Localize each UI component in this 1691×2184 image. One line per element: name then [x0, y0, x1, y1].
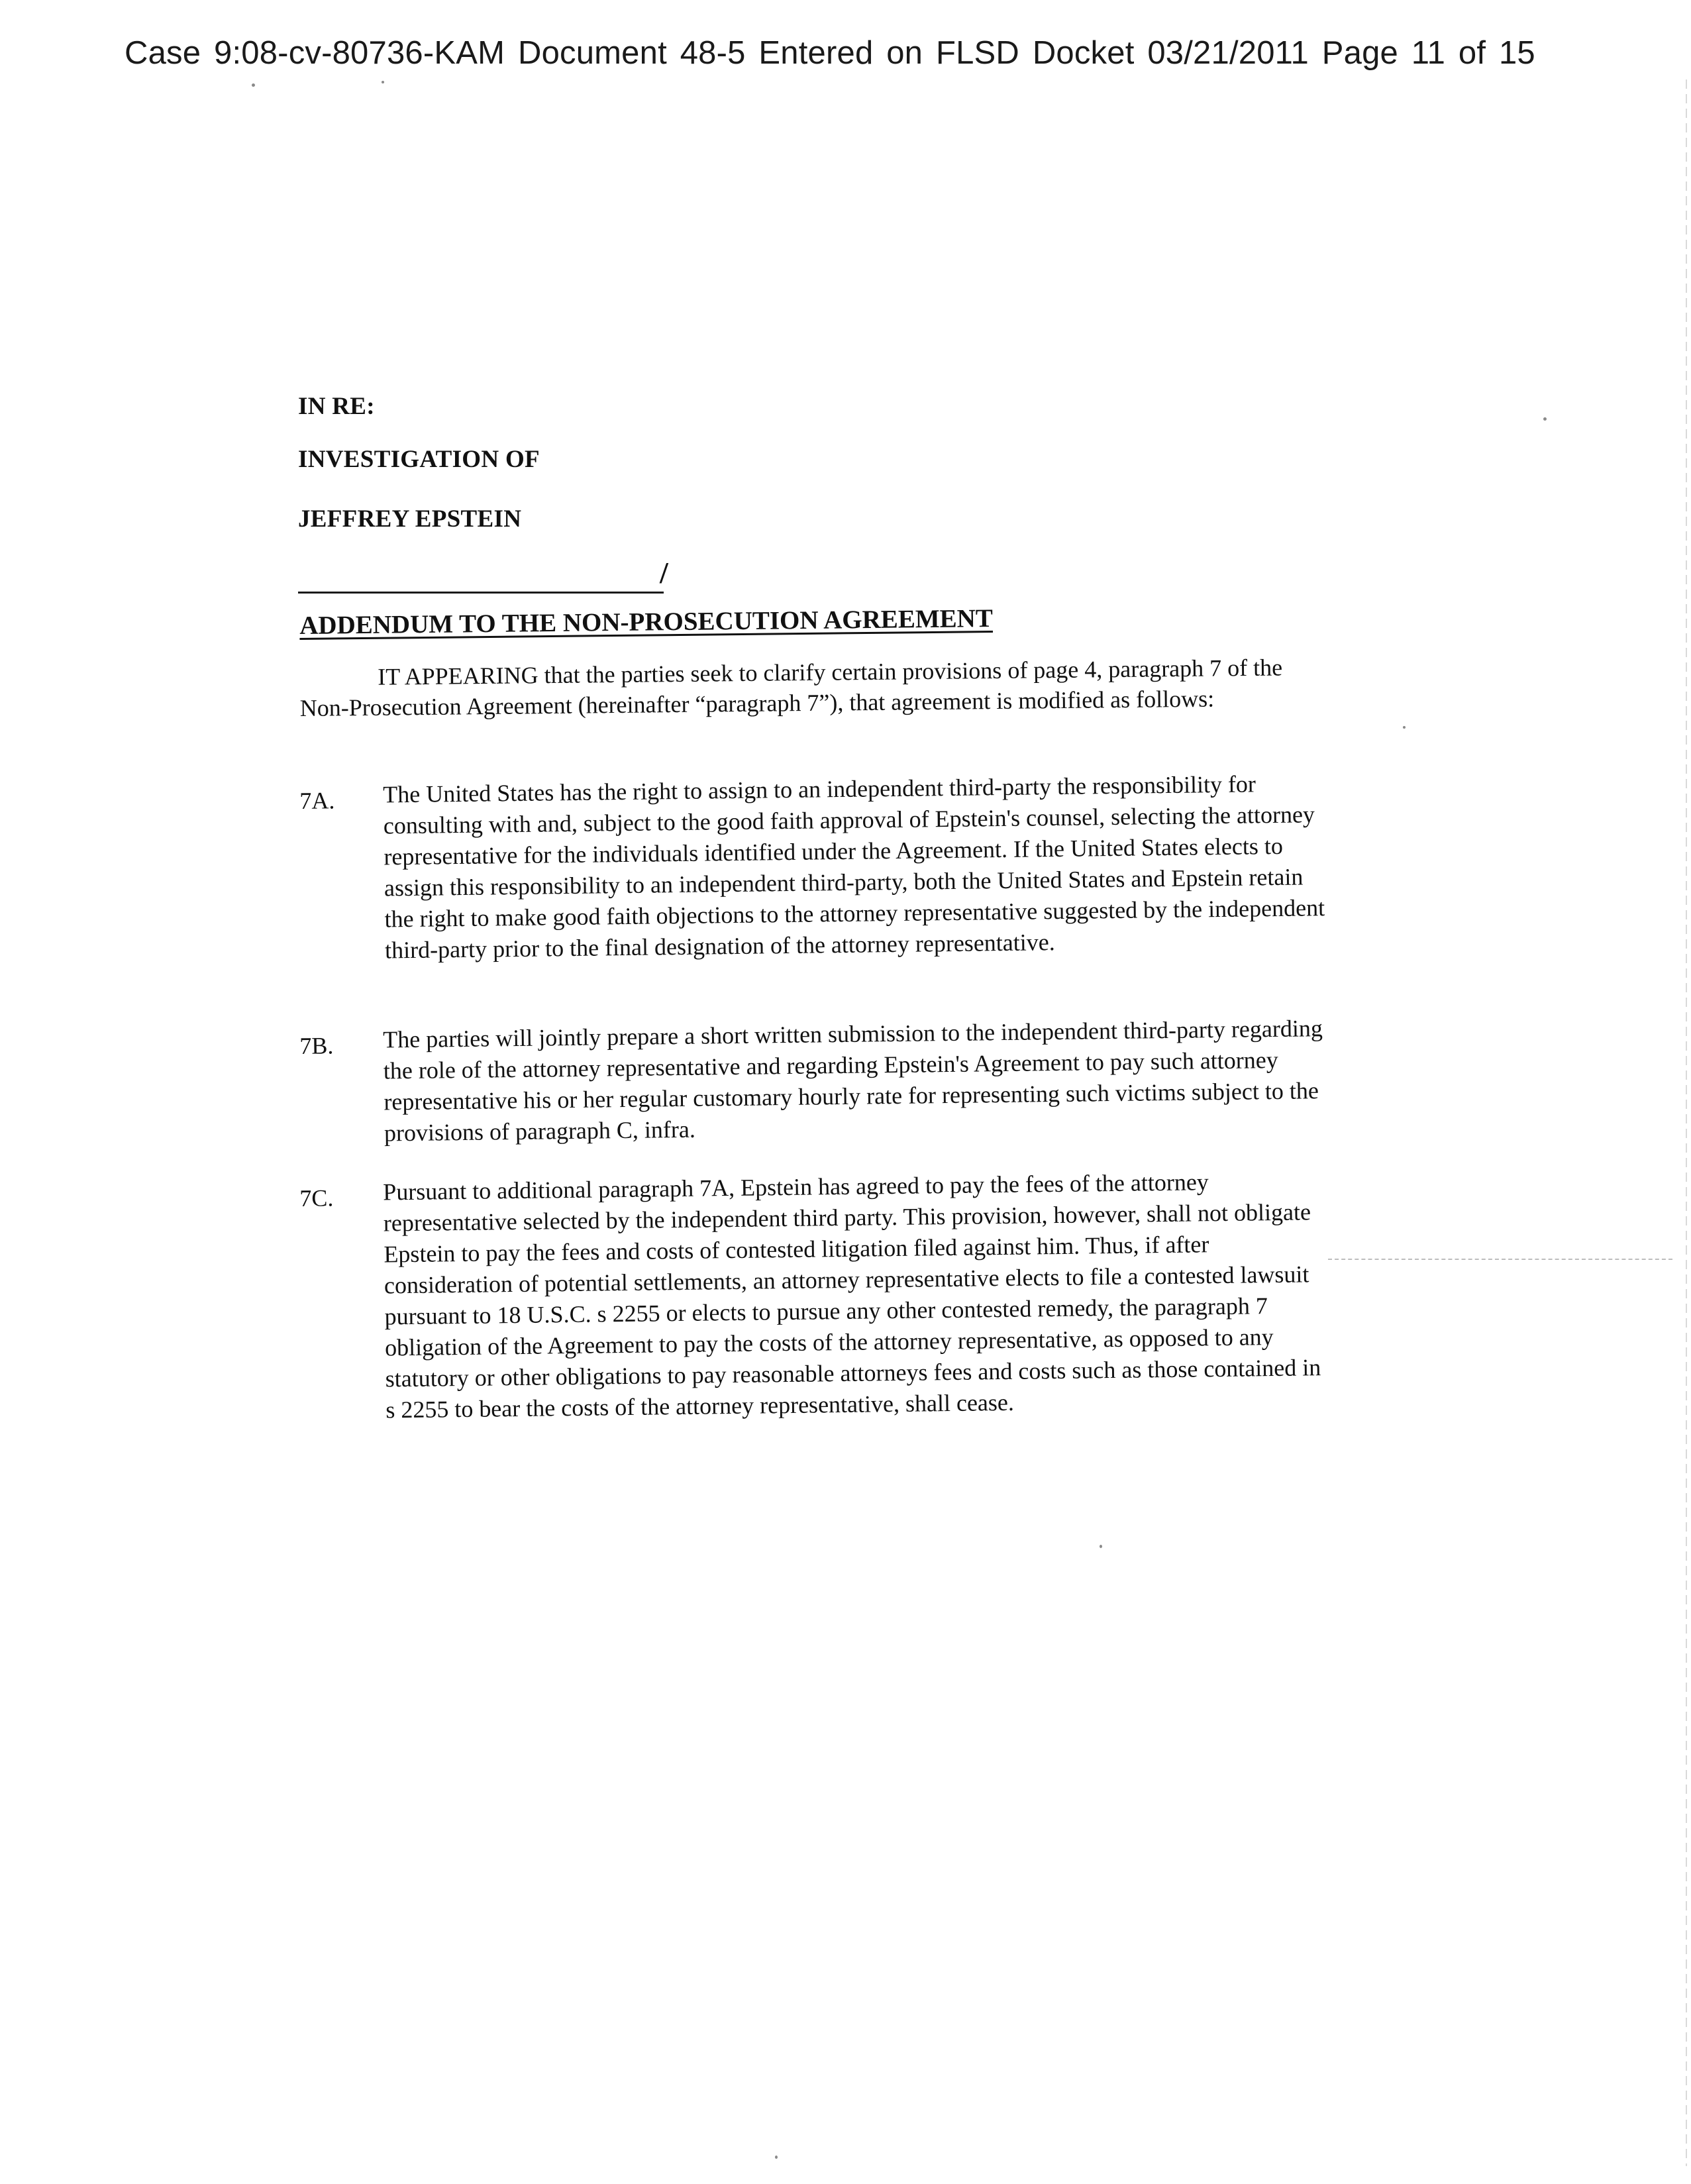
caption-name: JEFFREY EPSTEIN: [298, 505, 522, 533]
scan-speck: [775, 2156, 778, 2159]
caption-in-re: IN RE:: [298, 393, 375, 420]
scan-speck: [1100, 1545, 1102, 1548]
caption-slash: /: [660, 556, 668, 590]
document-title: ADDENDUM TO THE NON-PROSECUTION AGREEMENT: [299, 604, 994, 640]
caption-investigation: INVESTIGATION OF: [298, 446, 540, 473]
scan-speck: [1403, 726, 1406, 729]
paragraph-number: 7B.: [299, 1032, 334, 1059]
paragraph-number: 7C.: [299, 1184, 334, 1212]
scan-speck: [382, 81, 384, 83]
paragraph-7a: [299, 768, 1335, 967]
scan-speck: [252, 83, 255, 87]
paragraph-7c: [299, 1165, 1335, 1427]
scan-speck: [1543, 417, 1547, 421]
court-filing-header: Case 9:08-cv-80736-KAM Document 48-5 Entered on FLSD Docket 03/21/2011 Page 11 of 15: [125, 35, 1535, 71]
intro-paragraph: IT APPEARING that the parties seek to clarify certain provisions of page 4, paragraph 7 of the Non-Prosecution Agreement (hereinafter “paragraph 7”), that agreement is modified as follows:: [299, 654, 1283, 721]
paragraph-number: 7A.: [299, 787, 335, 814]
scan-artifact-line: [1328, 1259, 1672, 1260]
paragraph-text: The United States has the right to assign to an independent third-party the responsibility for consulting with and, subject to the good faith approval of Epstein's counsel, selecting the attorney representative for the individuals identified under the Agreement. If the United States elects to assign this responsibility to an independent third-party, both the United States and Epstein retain the right to make good faith objections to the attorney representative suggested by the independent third-party prior to the final designation of the attorney representative.: [383, 770, 1325, 964]
paragraph-text: The parties will jointly prepare a short written submission to the independent third-party regarding the role of the attorney representative and regarding Epstein's Agreement to pay such attorney representative his or her regular customary hourly rate for representing such victims subject to the provisions of paragraph C, infra.: [383, 1015, 1323, 1147]
caption-rule-line: [298, 592, 664, 594]
paragraph-text: Pursuant to additional paragraph 7A, Epstein has agreed to pay the fees of the attorney representative selected by the independent third party. This provision, however, shall not obligate Epstein to pay the fees and costs of contested litigation filed against him. Thus, if after consideration of potential settlements, an attorney representative elects to file a contested lawsuit pursuant to 18 U.S.C. s 2255 or elects to pursue any other contested remedy, the paragraph 7 obligation of the Agreement to pay the costs of the attorney representative, as opposed to any statutory or other obligations to pay reasonable attorneys fees and costs such as those contained in s 2255 to bear the costs of the attorney representative, shall cease.: [383, 1169, 1321, 1424]
paragraph-7b: [299, 1013, 1334, 1150]
scan-edge-artifact: [1686, 79, 1687, 2166]
